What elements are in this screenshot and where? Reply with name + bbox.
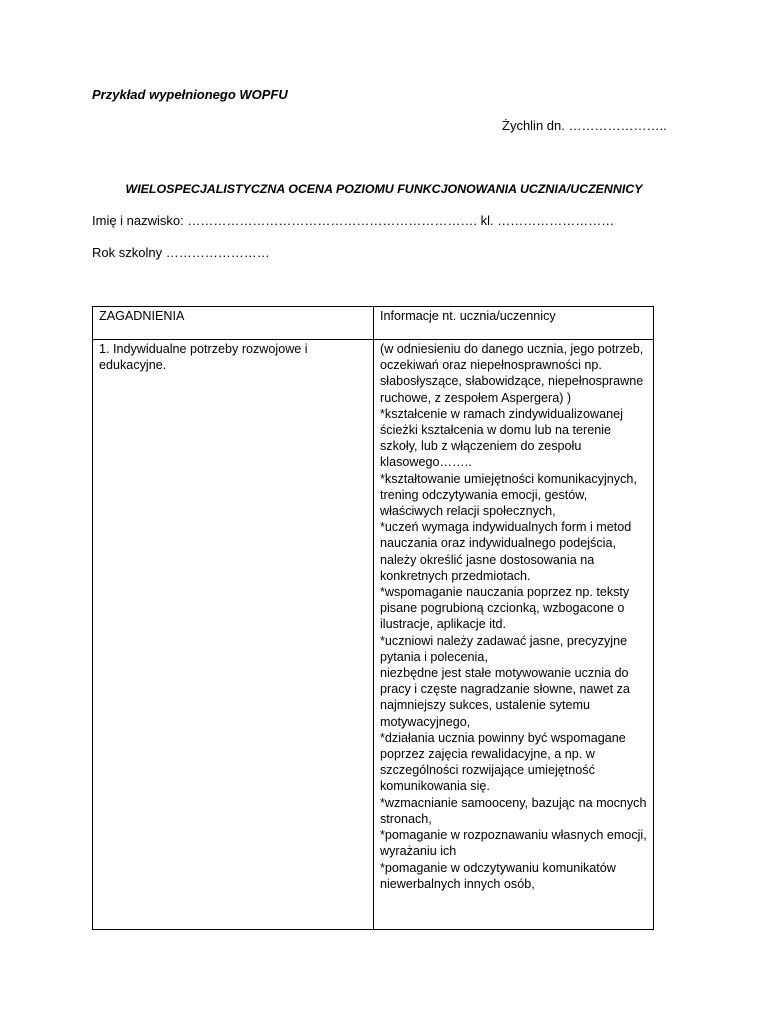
student-name-line: Imię i nazwisko: …………………………………………………………. kl. ……………………… — [92, 213, 615, 228]
info-line: *wspomaganie nauczania poprzez np. teksty pisane pogrubioną czcionką, wzbogacone o ilustracje, aplikacje itd. — [380, 585, 630, 632]
school-year-line: Rok szkolny …………………… — [92, 245, 270, 260]
student-info-cell — [374, 340, 654, 930]
topic-cell: 1. Indywidualne potrzeby rozwojowe i edukacyjne. — [93, 340, 374, 930]
info-line: *uczniowi należy zadawać jasne, precyzyjne pytania i polecenia, — [380, 633, 628, 664]
place-date-line: Żychlin dn. ………………….. — [502, 118, 667, 133]
table-header-row — [93, 307, 654, 340]
info-line: niezbędne jest stałe motywowanie ucznia do pracy i częste nagradzanie słowne, nawet za najmniejszy sukces, ustalenie sytemu motywacyjnego, — [380, 666, 630, 729]
info-line: *działania ucznia powinny być wspomagane poprzez zajęcia rewalidacyjne, a np. w szczególności rozwijające umiejętność komunikowania się. — [380, 730, 626, 794]
info-line: *kształtowanie umiejętności komunikacyjnych, trening odczytywania emocji, gestów, właściwych relacji społecznych, — [380, 471, 637, 519]
info-line: *pomaganie w odczytywaniu komunikatów niewerbalnych innych osób, — [380, 860, 616, 891]
info-line: *uczeń wymaga indywidualnych form i metod nauczania oraz indywidualnego podejścia, należy określić jasne dostosowania na konkretnych przedmiotach. — [380, 520, 632, 583]
header-topics: ZAGADNIENIA — [93, 307, 374, 340]
assessment-table — [92, 306, 654, 930]
info-line: (w odniesieniu do danego ucznia, jego potrzeb, oczekiwań oraz niepełnosprawności np. słabosłyszące, słabowidzące, niepełnosprawne ruchowe, z zespołem Aspergera) ) — [380, 342, 644, 405]
info-line: *pomaganie w rozpoznawaniu własnych emocji, wyrażaniu ich — [380, 828, 647, 859]
example-title: Przykład wypełnionego WOPFU — [92, 87, 288, 102]
info-line: *wzmacnianie samooceny, bazując na mocnych stronach, — [380, 795, 647, 826]
table-row — [93, 340, 654, 930]
document-title: WIELOSPECJALISTYCZNA OCENA POZIOMU FUNKCJONOWANIA UCZNIA/UCZENNICY — [125, 182, 643, 196]
header-student-info: Informacje nt. ucznia/uczennicy — [374, 307, 654, 340]
info-line: *kształcenie w ramach zindywidualizowanej ścieżki kształcenia w domu lub na terenie szkoły, lub z włączeniem do zespołu klasowego…….. — [380, 406, 623, 470]
